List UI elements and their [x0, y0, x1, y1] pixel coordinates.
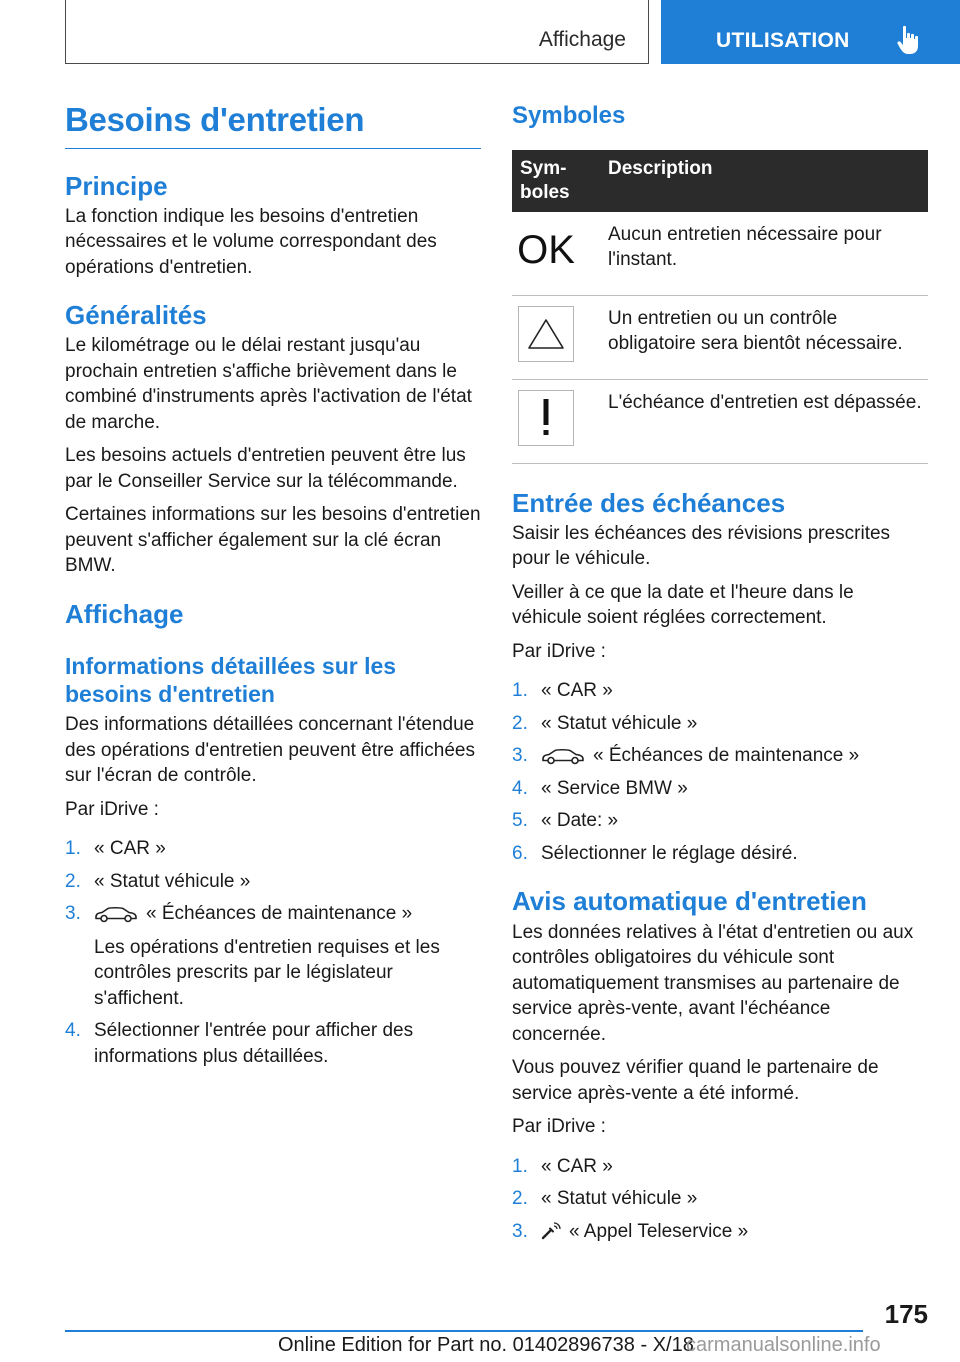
- footer-edition: Online Edition for Part no. 01402896738 - X/18: [278, 1334, 694, 1356]
- step-number: 6.: [512, 842, 528, 864]
- avis-p1: Les données relatives à l'état d'entretien ou aux contrôles obligatoires du véhicule sont automatiquement transmises au partenaire de service après-vente, avant l'échéance concernée.: [512, 921, 914, 1045]
- affichage-p2: Par iDrive :: [65, 798, 159, 820]
- step-number: 4.: [512, 777, 528, 799]
- column-header-symbols: Symboles: [512, 150, 600, 212]
- subheading-informations-detaillees: Informations détaillées sur les besoins d'entretien: [65, 653, 397, 708]
- list-item: [512, 808, 928, 834]
- list-item: [512, 1154, 928, 1180]
- step-text: « Statut véhicule »: [94, 870, 251, 892]
- header-section-title: Affichage: [538, 28, 626, 51]
- car-icon: [94, 905, 138, 923]
- step-text: « Statut véhicule »: [541, 1188, 698, 1210]
- step-text: « Échéances de maintenance »: [593, 745, 860, 767]
- step-text: « CAR »: [94, 838, 166, 860]
- pointing-hand-icon: [897, 25, 923, 55]
- teleservice-icon: [541, 1222, 561, 1240]
- step-number: 4.: [65, 1020, 81, 1042]
- list-item: [512, 1186, 928, 1212]
- generalites-p1: Le kilométrage ou le délai restant jusqu'au prochain entretien s'affiche brièvement dans le combiné d'instruments après l'activation de l'état de marche.: [65, 335, 472, 433]
- heading-entree-echeances: Entrée des échéances: [512, 487, 786, 518]
- step-text: Sélectionner l'entrée pour afficher des informations plus détaillées.: [94, 1020, 414, 1067]
- table-header-row: [512, 150, 928, 212]
- step-number: 2.: [512, 712, 528, 734]
- entree-p3: Par iDrive :: [512, 640, 606, 662]
- step-text: « Appel Teleservice »: [569, 1220, 749, 1242]
- step-text: « CAR »: [541, 680, 613, 702]
- exclamation-icon: [518, 390, 574, 446]
- heading-avis-automatique: Avis automatique d'entretien: [512, 886, 867, 917]
- ok-symbol-text: OK: [517, 227, 575, 272]
- generalites-p2: Les besoins actuels d'entretien peuvent être lus par le Conseiller Service sur la télécommande.: [65, 445, 466, 492]
- step-number: 3.: [512, 1220, 528, 1242]
- avis-p2: Vous pouvez vérifier quand le partenaire de service après-vente a été informé.: [512, 1057, 879, 1104]
- heading-symboles: Symboles: [512, 102, 626, 129]
- warning-triangle-icon: [518, 306, 574, 362]
- list-item: [65, 869, 481, 895]
- step-number: 2.: [512, 1188, 528, 1210]
- step-number: 2.: [65, 870, 81, 892]
- step-text: « Service BMW »: [541, 777, 688, 799]
- heading-generalites: Généralités: [65, 300, 207, 331]
- affichage-p1: Des informations détaillées concernant l'étendue des opérations d'entretien peuvent être affichées sur l'écran de contrôle.: [65, 714, 475, 787]
- footer-watermark: carmanualsonline.info: [686, 1334, 881, 1356]
- list-item: [512, 776, 928, 802]
- step-subtext: Les opérations d'entretien requises et les contrôles prescrits par le législateur s'affichent.: [94, 936, 440, 1009]
- avis-steps: [512, 1154, 928, 1245]
- row-description: Aucun entretien nécessaire pour l'instant.: [600, 212, 928, 296]
- step-number: 5.: [512, 810, 528, 832]
- list-item: [512, 841, 928, 867]
- avis-p3: Par iDrive :: [512, 1116, 606, 1138]
- ok-symbol: [518, 222, 574, 278]
- heading-principe: Principe: [65, 170, 168, 201]
- row-description: L'échéance d'entretien est dépassée.: [600, 379, 928, 463]
- page-number: 175: [884, 1299, 928, 1329]
- car-icon: [541, 747, 585, 765]
- left-column: [65, 100, 481, 1076]
- list-item: [512, 743, 928, 769]
- header-section-box: [65, 0, 649, 64]
- heading-affichage: Affichage: [65, 598, 184, 629]
- generalites-p3: Certaines informations sur les besoins d'entretien peuvent s'afficher également sur la clé écran BMW.: [65, 504, 481, 577]
- step-number: 1.: [65, 838, 81, 860]
- list-item: [512, 678, 928, 704]
- list-item: [65, 1018, 481, 1069]
- entree-p2: Veiller à ce que la date et l'heure dans le véhicule soient réglées correctement.: [512, 581, 854, 629]
- step-number: 3.: [512, 745, 528, 767]
- column-header-description: Description: [600, 150, 928, 212]
- list-item: [65, 836, 481, 862]
- step-number: 3.: [65, 903, 81, 925]
- step-text: « Échéances de maintenance »: [146, 903, 413, 925]
- table-row: [512, 212, 928, 296]
- entree-steps: [512, 678, 928, 866]
- step-number: 1.: [512, 1155, 528, 1177]
- header-chapter-tab: [661, 0, 960, 64]
- step-text: « Date: »: [541, 810, 619, 832]
- row-description: Un entretien ou un contrôle obligatoire sera bientôt nécessaire.: [600, 295, 928, 379]
- list-item: [65, 901, 481, 1011]
- step-text: « Statut véhicule »: [541, 712, 698, 734]
- step-number: 1.: [512, 680, 528, 702]
- right-column: [512, 100, 928, 1251]
- step-text: « CAR »: [541, 1155, 613, 1177]
- table-row: [512, 295, 928, 379]
- affichage-steps: [65, 836, 481, 1069]
- footer-divider: [65, 1330, 863, 1332]
- table-row: [512, 379, 928, 463]
- list-item: [512, 711, 928, 737]
- entree-p1: Saisir les échéances des révisions prescrites pour le véhicule.: [512, 522, 891, 570]
- symbols-table: [512, 150, 928, 464]
- header-chapter-title: UTILISATION: [716, 29, 850, 52]
- page-title: Besoins d'entretien: [65, 100, 481, 149]
- principe-text: La fonction indique les besoins d'entretien nécessaires et le volume correspondant des opérations d'entretien.: [65, 205, 437, 278]
- step-text: Sélectionner le réglage désiré.: [541, 842, 798, 864]
- list-item: [512, 1219, 928, 1245]
